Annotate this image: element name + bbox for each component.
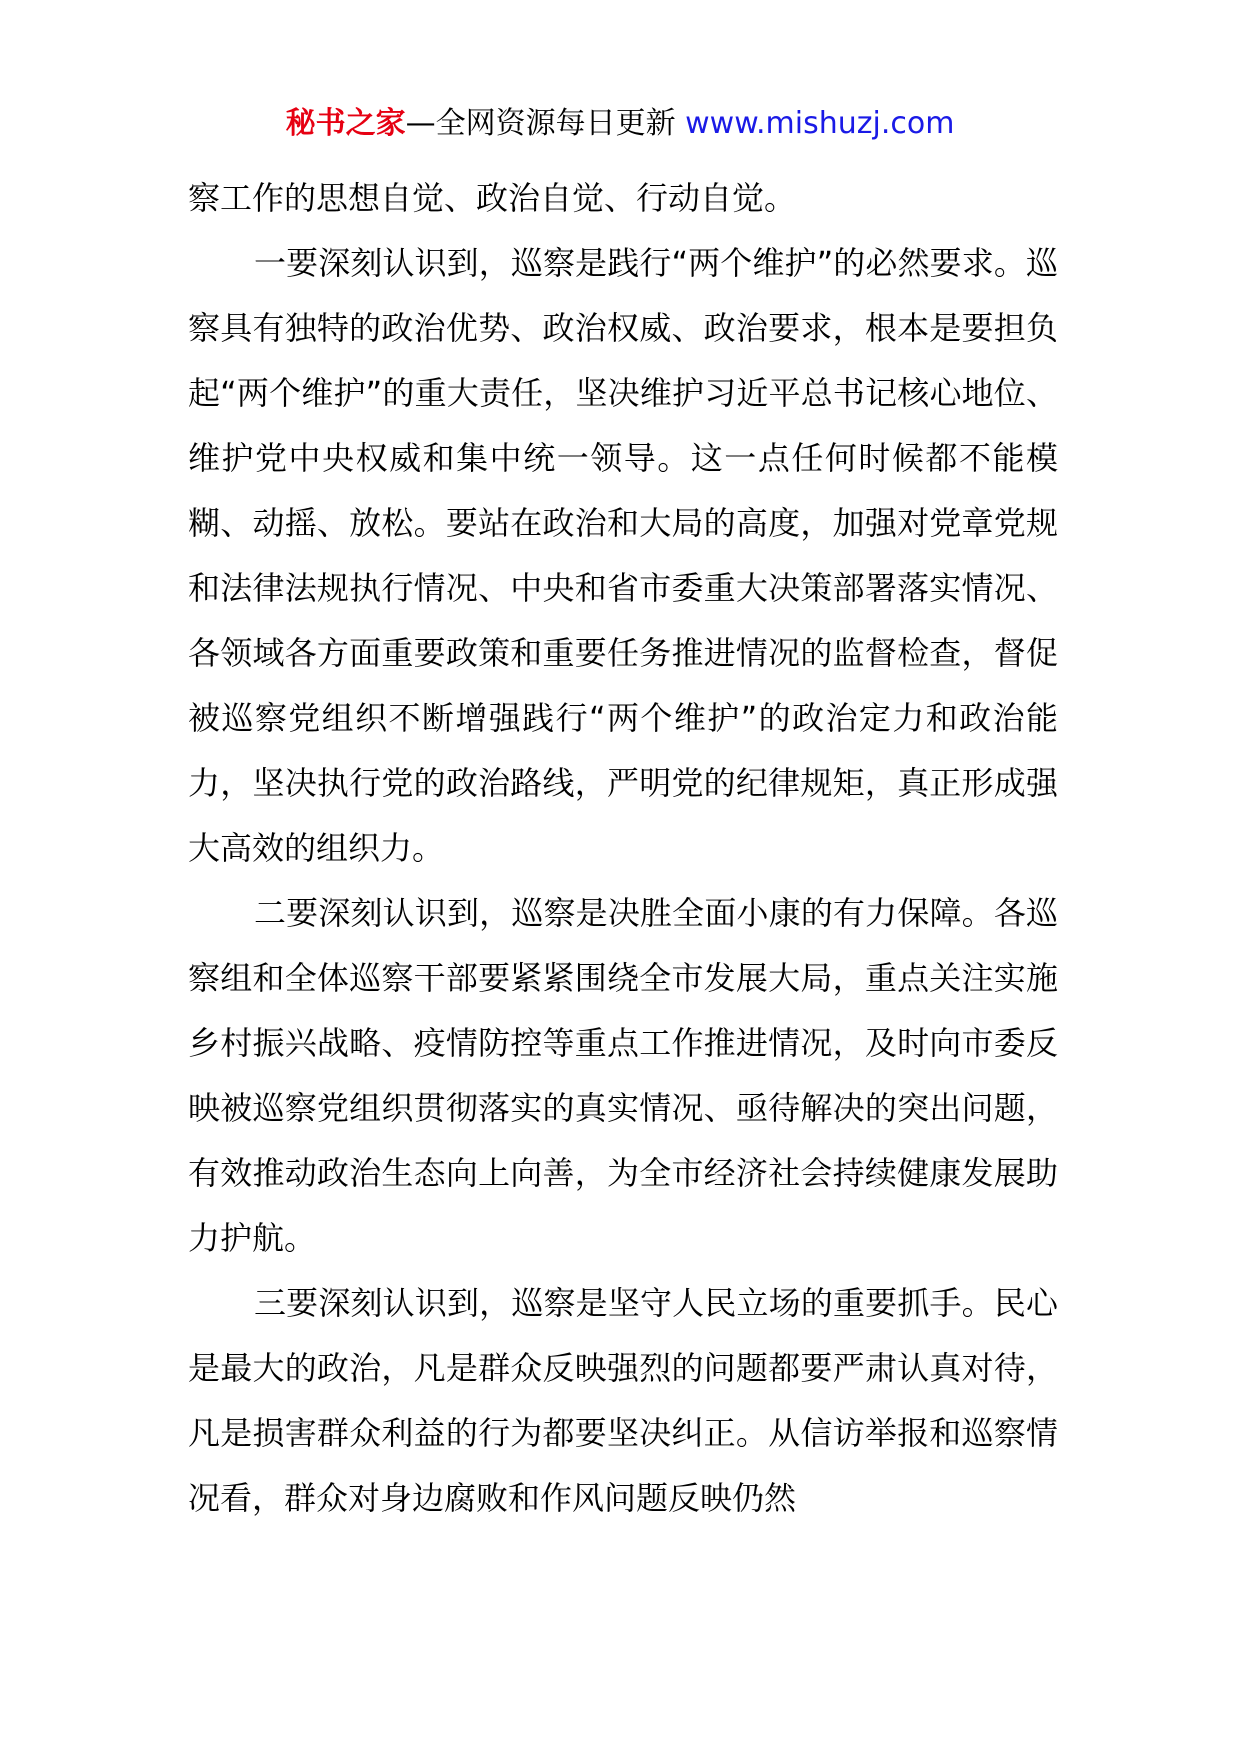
header-tagline: —全网资源每日更新 (405, 106, 676, 141)
paragraph-continuation: 察工作的思想自觉、政治自觉、行动自觉。 (188, 179, 797, 217)
brand-name: 秘书之家 (285, 106, 406, 141)
page-header (0, 102, 1240, 146)
paragraph-second-point: 二要深刻认识到，巡察是决胜全面小康的有力保障。各巡察组和全体巡察干部要紧紧围绕全市发展大局，重点关注实施乡村振兴战略、疫情防控等重点工作推进情况，及时向市委反映被巡察党组织贯彻落实的真实情况、亟待解决的突出问题，有效推动政治生态向上向善，为全市经济社会持续健康发展助力护航。 (188, 894, 1058, 1257)
site-url-link[interactable]: www.mishuzj.com (685, 106, 955, 141)
paragraph-third-point: 三要深刻认识到，巡察是坚守人民立场的重要抓手。民心是最大的政治，凡是群众反映强烈的问题都要严肃认真对待，凡是损害群众利益的行为都要坚决纠正。从信访举报和巡察情况看，群众对身边腐败和作风问题反映仍然 (188, 1284, 1058, 1517)
document-body (188, 166, 1058, 1531)
paragraph-first-point: 一要深刻认识到，巡察是践行“两个维护”的必然要求。巡察具有独特的政治优势、政治权威、政治要求，根本是要担负起“两个维护”的重大责任，坚决维护习近平总书记核心地位、维护党中央权威和集中统一领导。这一点任何时候都不能模糊、动摇、放松。要站在政治和大局的高度，加强对党章党规和法律法规执行情况、中央和省市委重大决策部署落实情况、各领域各方面重要政策和重要任务推进情况的监督检查，督促被巡察党组织不断增强践行“两个维护”的政治定力和政治能力，坚决执行党的政治路线，严明党的纪律规矩，真正形成强大高效的组织力。 (188, 244, 1058, 867)
